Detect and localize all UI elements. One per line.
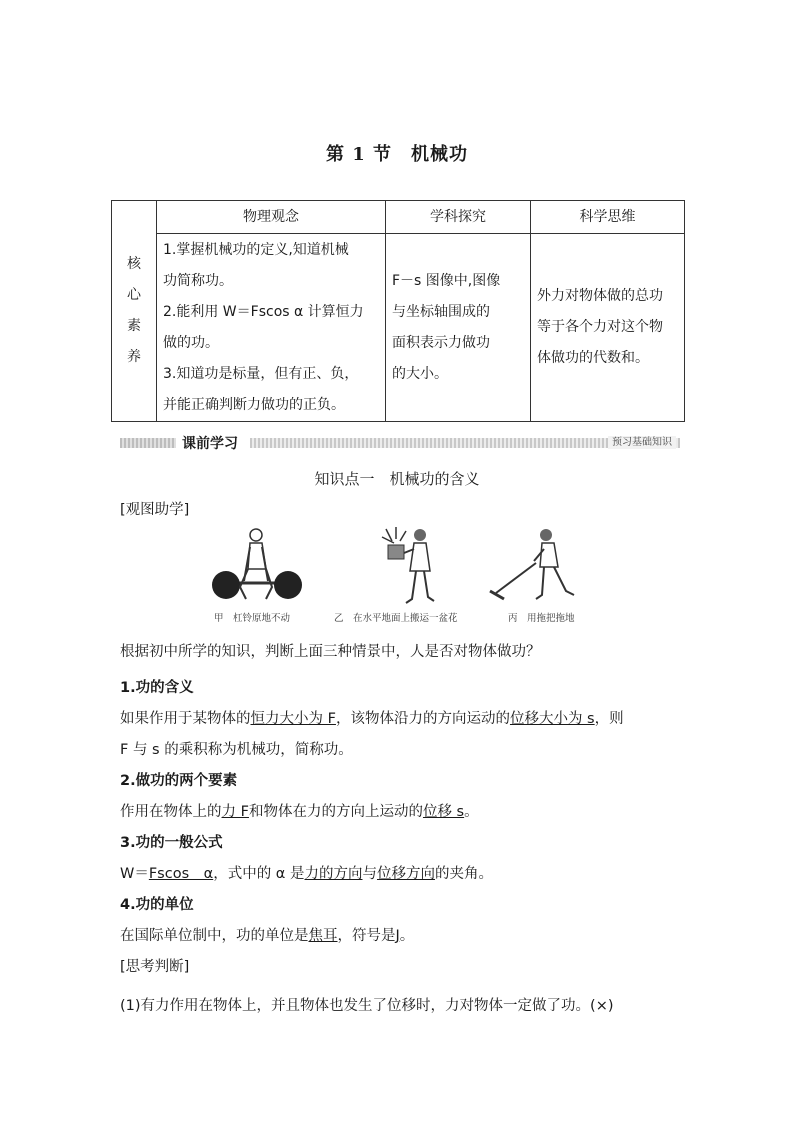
header-inquiry: 学科探究: [386, 201, 531, 234]
cell-thinking: 外力对物体做的总功 等于各个力对这个物 体做功的代数和。: [531, 234, 685, 422]
section-title: 知识点一 机械功的含义: [314, 470, 480, 488]
header-thinking: 科学思维: [531, 201, 685, 234]
section-band: [120, 436, 684, 450]
core-literacy-table: [111, 200, 685, 422]
header-physics-concept: 物理观念: [157, 201, 386, 234]
heading-two-factors: 2.做功的两个要素: [120, 773, 238, 789]
page-title: 第 1 节 机械功: [325, 144, 469, 165]
two-factors-text: 作用在物体上的力 F和物体在力的方向上运动的位移 s。: [120, 804, 479, 820]
core-literacy-label: 核 心 素 养: [112, 201, 157, 422]
band-label: 课前学习: [182, 436, 238, 452]
band-tag: 预习基础知识: [608, 436, 676, 449]
formula-text: W＝Fscos α，式中的 α 是力的方向与位移方向的夹角。: [120, 866, 493, 882]
meaning-line-2: F 与 s 的乘积称为机械功，简称功。: [120, 742, 353, 758]
think-label: [思考判断]: [120, 959, 190, 975]
observe-label: [观图助学]: [120, 502, 190, 518]
cell-physics-concept: 1.掌握机械功的定义,知道机械 功简称功。 2.能利用 W＝Fscos α 计算恒力 做的功。 3.知道功是标量，但有正、负， 并能正确判断力做功的正负。: [157, 234, 386, 422]
mopping-illustration: [488, 525, 584, 607]
heading-meaning: 1.功的含义: [120, 680, 194, 696]
caption-a: 甲 杠铃原地不动: [214, 613, 291, 624]
judge-item-1: (1)有力作用在物体上，并且物体也发生了位移时，力对物体一定做了功。(×): [120, 998, 614, 1014]
unit-text: 在国际单位制中，功的单位是焦耳，符号是J。: [120, 928, 415, 944]
cell-inquiry: F－s 图像中,图像 与坐标轴围成的 面积表示力做功 的大小。: [386, 234, 531, 422]
heading-formula: 3.功的一般公式: [120, 835, 223, 851]
weightlifter-illustration: [210, 525, 302, 607]
carrying-flower-illustration: [378, 525, 440, 607]
caption-b: 乙 在水平地面上搬运一盆花: [334, 613, 458, 624]
meaning-line-1: 如果作用于某物体的恒力大小为 F，该物体沿力的方向运动的位移大小为 s，则: [120, 711, 624, 727]
question-text: 根据初中所学的知识，判断上面三种情景中，人是否对物体做功？: [120, 644, 541, 660]
caption-c: 丙 用拖把拖地: [508, 613, 575, 624]
heading-unit: 4.功的单位: [120, 897, 194, 913]
